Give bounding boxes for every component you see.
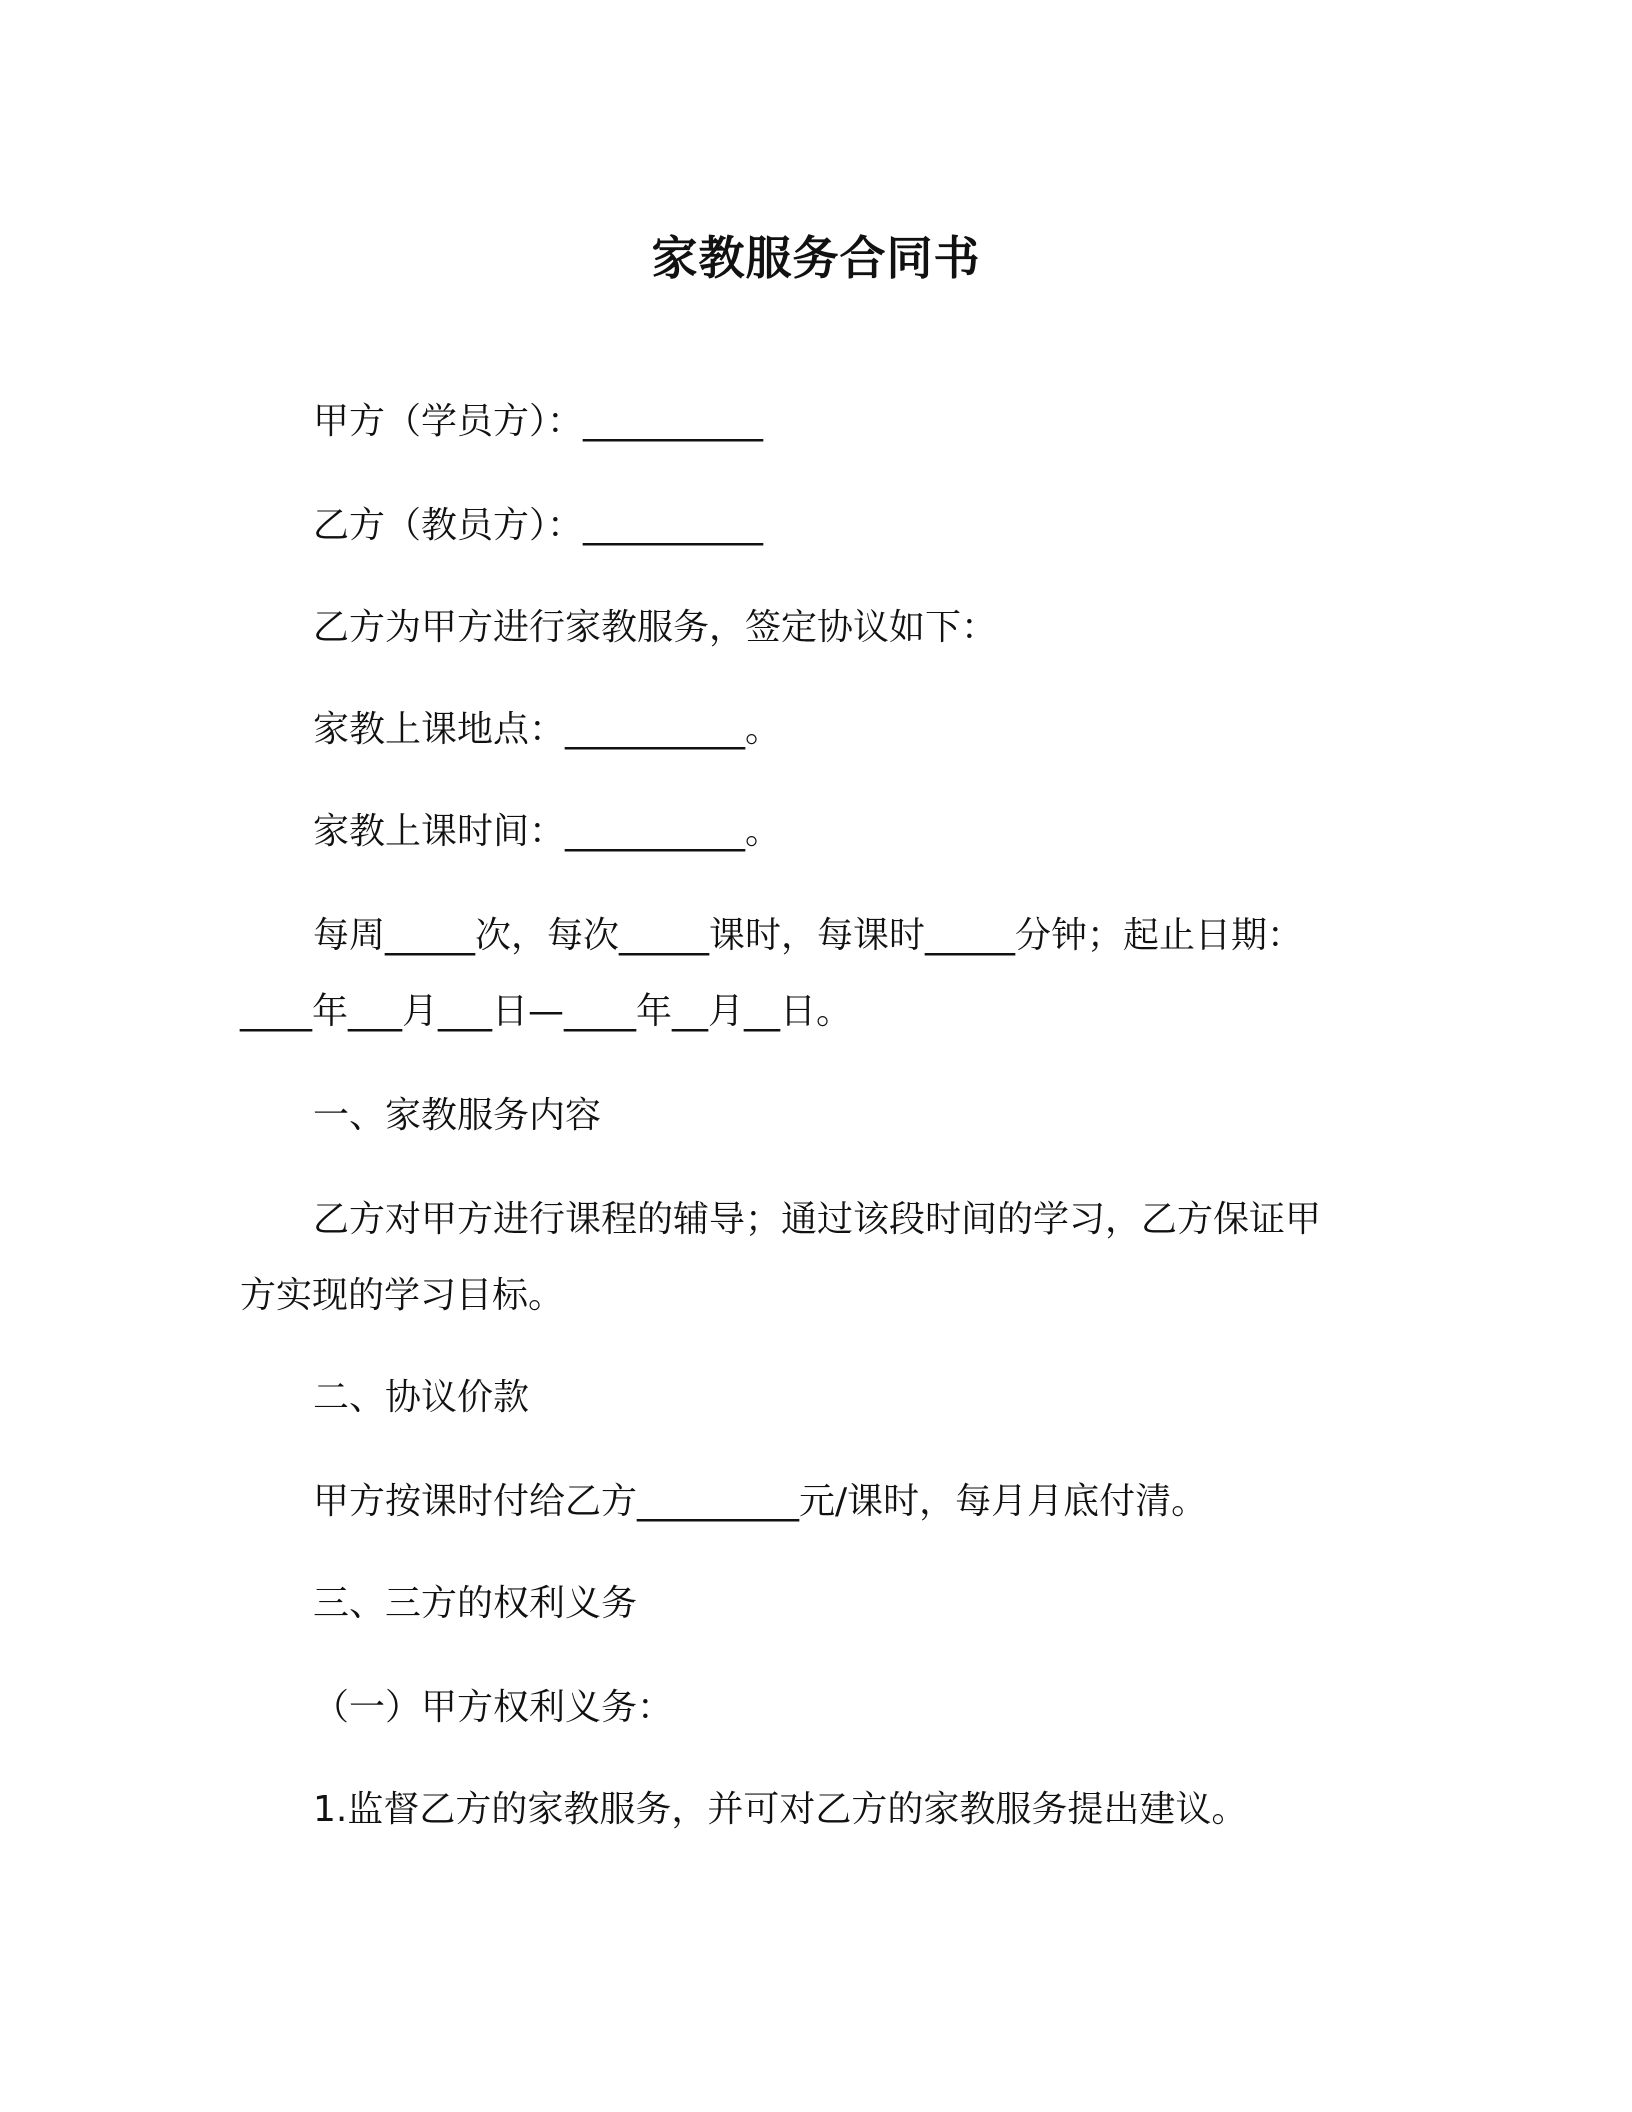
- item-1-text: 1.监督乙方的家教服务，并可对乙方的家教服务提出建议。: [313, 1789, 1248, 1830]
- schedule-line-1: 每周_____次，每次_____课时，每课时_____分钟；起止日期：: [313, 915, 1304, 956]
- intro-line: 乙方为甲方进行家教服务，签定协议如下：: [313, 607, 998, 648]
- section-2-heading: 二、协议价款: [313, 1377, 530, 1418]
- schedule-line-2: ____年___月___日—____年__月__日。: [240, 991, 852, 1032]
- section-3-heading: 三、三方的权利义务: [313, 1583, 638, 1624]
- time-line: 家教上课时间：__________。: [313, 811, 782, 852]
- section-1-text-line-2: 方实现的学习目标。: [240, 1275, 565, 1316]
- party-a-line: 甲方（学员方）：__________: [313, 401, 764, 442]
- subsection-1-heading: （一）甲方权利义务：: [313, 1687, 674, 1728]
- party-b-line: 乙方（教员方）：__________: [313, 505, 764, 546]
- section-2-text: 甲方按课时付给乙方_________元/课时，每月月底付清。: [313, 1481, 1208, 1522]
- document-title: 家教服务合同书: [651, 231, 981, 285]
- section-1-text-line-1: 乙方对甲方进行课程的辅导；通过该段时间的学习，乙方保证甲: [313, 1199, 1322, 1240]
- section-1-heading: 一、家教服务内容: [313, 1095, 602, 1136]
- location-line: 家教上课地点：__________。: [313, 709, 782, 750]
